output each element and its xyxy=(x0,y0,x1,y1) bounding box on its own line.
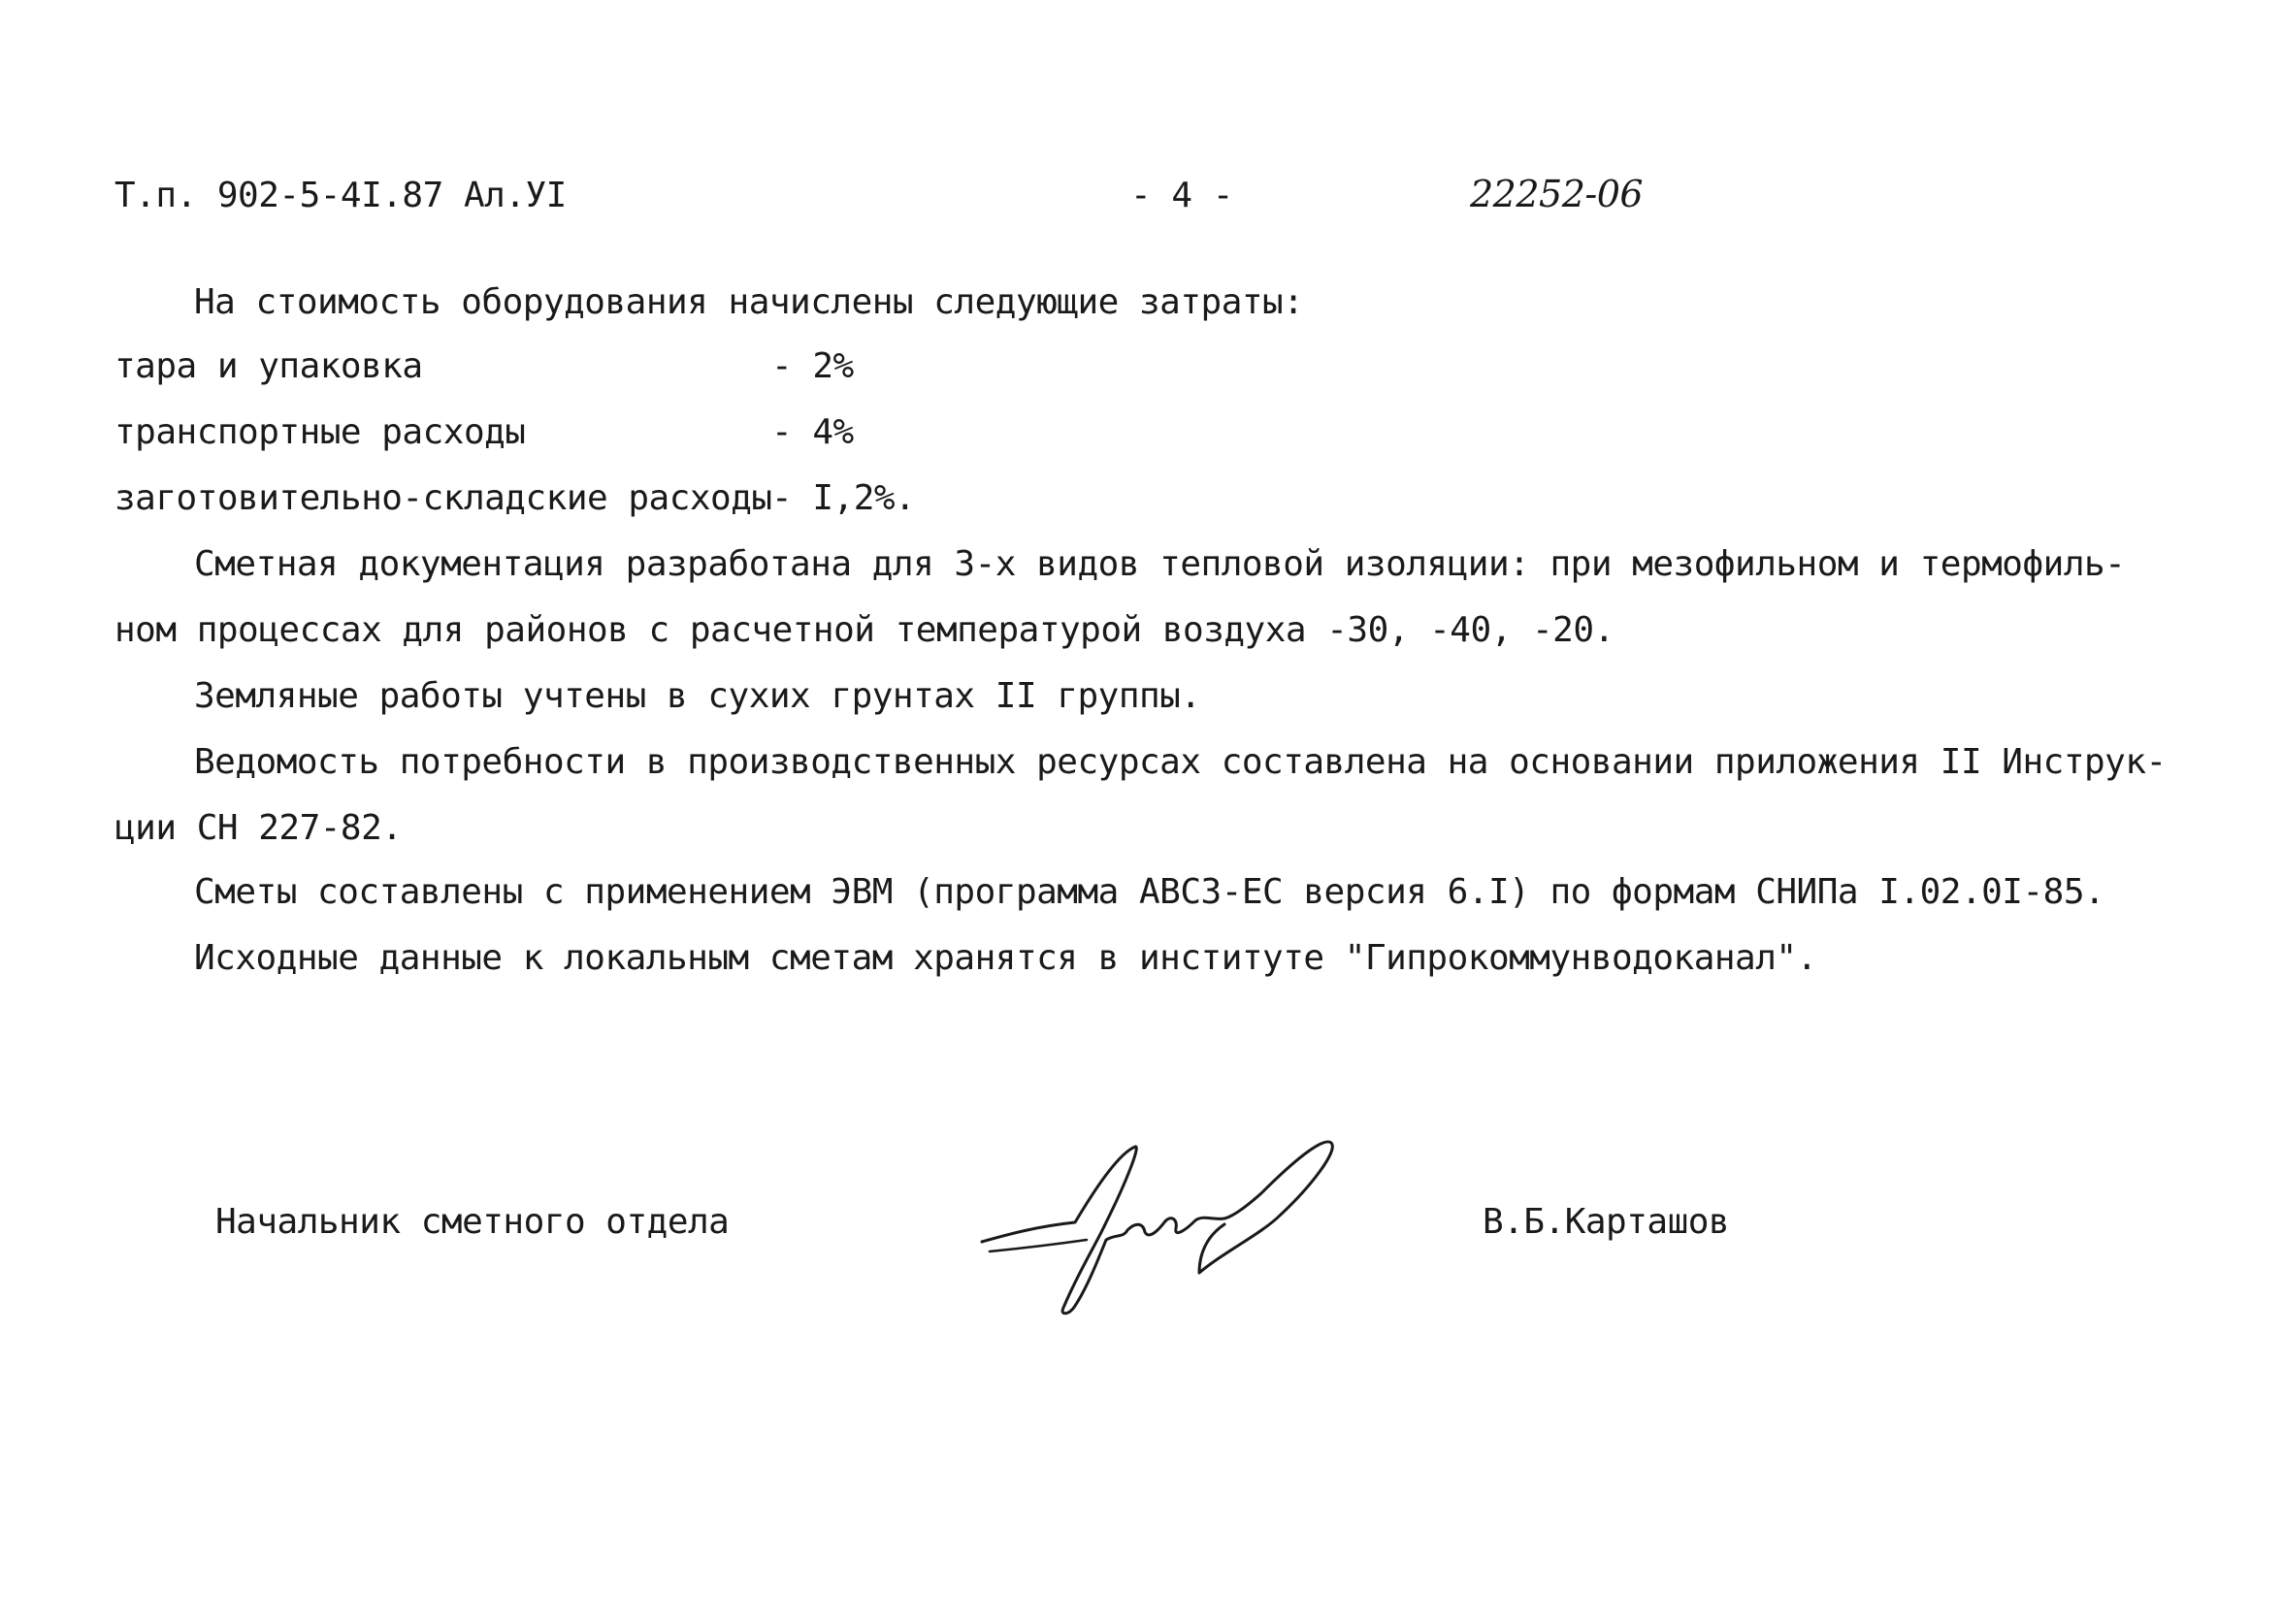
paragraph-resources-line-2: ции СН 227-82. xyxy=(114,808,403,848)
inventory-number: 22252-06 xyxy=(1470,173,1644,215)
paragraph-source-data: Исходные данные к локальным сметам хранятся в институте "Гипрокоммунводоканал". xyxy=(194,938,1817,978)
cost-value-packaging: - 2% xyxy=(771,346,854,386)
paragraph-insulation-line-1: Сметная документация разработана для 3-х видов тепловой изоляции: при мезофильном и термофиль- xyxy=(194,544,2126,584)
paragraph-computer: Сметы составлены с применением ЭВМ (программа АВСЗ-ЕС версия 6.I) по формам СНИПа I.02.0I-85. xyxy=(194,872,2105,912)
doc-code: Т.п. 902-5-4I.87 Ал.УI xyxy=(114,176,567,215)
signature-image xyxy=(970,1125,1358,1329)
paragraph-earthworks: Земляные работы учтены в сухих грунтах II группы. xyxy=(194,676,1201,716)
cost-value-transport: - 4% xyxy=(771,412,854,452)
cost-label-storage: заготовительно-складские расходы xyxy=(114,478,772,518)
cost-label-packaging: тара и упаковка xyxy=(114,346,423,386)
paragraph-resources-line-1: Ведомость потребности в производственных ресурсах составлена на основании приложения II Инструк- xyxy=(194,742,2167,782)
page-number: - 4 - xyxy=(1130,176,1233,215)
paragraph-insulation-line-2: ном процессах для районов с расчетной температурой воздуха -30, -40, -20. xyxy=(114,610,1614,650)
cost-label-transport: транспортные расходы xyxy=(114,412,526,452)
signoff-name: В.Б.Карташов xyxy=(1483,1202,1730,1242)
intro-text: На стоимость оборудования начислены следующие затраты: xyxy=(194,282,1304,322)
cost-value-storage: - I,2%. xyxy=(771,478,916,518)
signoff-position: Начальник сметного отдела xyxy=(215,1202,730,1242)
